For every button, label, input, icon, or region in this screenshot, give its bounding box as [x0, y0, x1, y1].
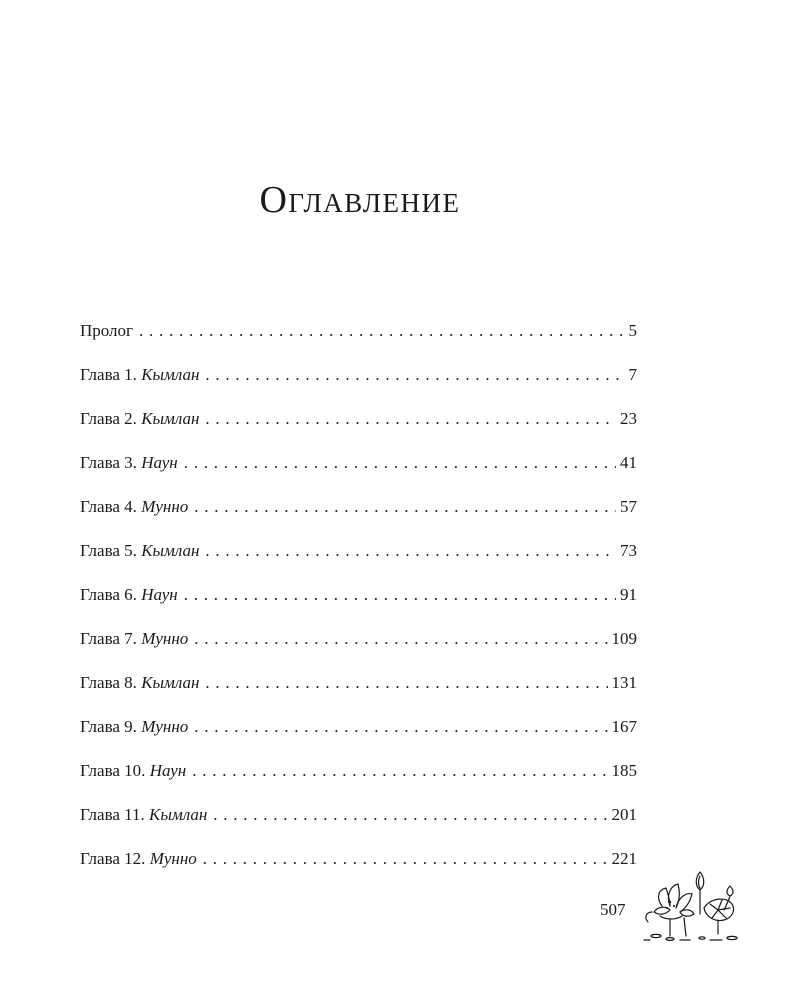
toc-entry-label — [80, 450, 178, 476]
dot-leader — [139, 318, 624, 344]
dot-leader — [194, 494, 616, 520]
table-of-contents — [80, 318, 637, 890]
chapter-narrator: Мунно — [141, 497, 189, 516]
chapter-number: Глава 2. — [80, 409, 137, 428]
chapter-number: Глава 10. — [80, 761, 146, 780]
chapter-number: Глава 12. — [80, 849, 146, 868]
dot-leader — [205, 670, 607, 696]
toc-page-number: 23 — [620, 409, 637, 428]
toc-entry-label — [80, 626, 188, 652]
toc-page-number: 109 — [611, 629, 637, 648]
toc-page-number: 221 — [611, 849, 637, 868]
toc-entry-chapter-9[interactable] — [80, 714, 637, 758]
chapter-number: Глава 7. — [80, 629, 137, 648]
toc-entry-chapter-12[interactable] — [80, 846, 637, 890]
dot-leader — [194, 714, 607, 740]
dot-leader — [194, 626, 607, 652]
toc-page-number: 185 — [611, 761, 637, 780]
toc-page-number: 91 — [620, 585, 637, 604]
toc-entry-chapter-11[interactable] — [80, 802, 637, 846]
dot-leader — [205, 406, 616, 432]
chapter-number: Глава 8. — [80, 673, 137, 692]
dot-leader — [184, 582, 616, 608]
chapter-narrator: Наун — [141, 453, 178, 472]
toc-entry-label: Пролог — [80, 321, 134, 340]
chapter-narrator: Наун — [141, 585, 178, 604]
page-number: 507 — [600, 900, 626, 919]
toc-entry-chapter-1[interactable] — [80, 362, 637, 406]
toc-entry-label — [80, 714, 188, 740]
lotus-flower-icon — [640, 862, 744, 942]
chapter-narrator: Кымлан — [141, 365, 200, 384]
toc-entry-label — [80, 538, 199, 564]
toc-entry-chapter-2[interactable] — [80, 406, 637, 450]
chapter-number: Глава 11. — [80, 805, 145, 824]
toc-entry-chapter-8[interactable] — [80, 670, 637, 714]
toc-entry-label — [80, 802, 207, 828]
toc-entry-label — [80, 846, 197, 872]
chapter-narrator: Наун — [149, 761, 187, 780]
toc-entry-chapter-4[interactable] — [80, 494, 637, 538]
dot-leader — [192, 758, 607, 784]
chapter-narrator: Мунно — [141, 629, 189, 648]
toc-page-number: 201 — [611, 805, 637, 824]
page-title: Оглавление — [259, 179, 461, 221]
chapter-number: Глава 5. — [80, 541, 137, 560]
chapter-number: Глава 4. — [80, 497, 137, 516]
chapter-number: Глава 3. — [80, 453, 137, 472]
toc-page-number: 5 — [628, 321, 637, 340]
chapter-narrator: Мунно — [149, 849, 197, 868]
dot-leader — [203, 846, 608, 872]
dot-leader — [205, 538, 616, 564]
toc-entry-label — [80, 406, 199, 432]
chapter-number: Глава 1. — [80, 365, 137, 384]
dot-leader — [184, 450, 616, 476]
chapter-narrator: Кымлан — [149, 805, 208, 824]
toc-entry-label — [80, 670, 199, 696]
toc-page-number: 7 — [628, 365, 637, 384]
toc-page-number: 57 — [620, 497, 637, 516]
dot-leader — [213, 802, 607, 828]
toc-page-number: 73 — [620, 541, 637, 560]
toc-entry-chapter-6[interactable] — [80, 582, 637, 626]
toc-entry-chapter-7[interactable] — [80, 626, 637, 670]
chapter-number: Глава 9. — [80, 717, 137, 736]
toc-entry-label — [80, 758, 186, 784]
chapter-narrator: Кымлан — [141, 409, 200, 428]
chapter-narrator: Кымлан — [141, 673, 200, 692]
toc-entry-label — [80, 494, 188, 520]
toc-entry-label — [80, 362, 199, 388]
toc-page-number: 131 — [611, 673, 637, 692]
toc-entry-chapter-5[interactable] — [80, 538, 637, 582]
toc-page-number: 41 — [620, 453, 637, 472]
chapter-narrator: Мунно — [141, 717, 189, 736]
toc-entry-chapter-3[interactable] — [80, 450, 637, 494]
toc-page-number: 167 — [611, 717, 637, 736]
chapter-number: Глава 6. — [80, 585, 137, 604]
toc-entry-label — [80, 582, 178, 608]
toc-entry-prologue[interactable] — [80, 318, 637, 362]
toc-entry-chapter-10[interactable] — [80, 758, 637, 802]
dot-leader — [205, 362, 624, 388]
chapter-narrator: Кымлан — [141, 541, 200, 560]
